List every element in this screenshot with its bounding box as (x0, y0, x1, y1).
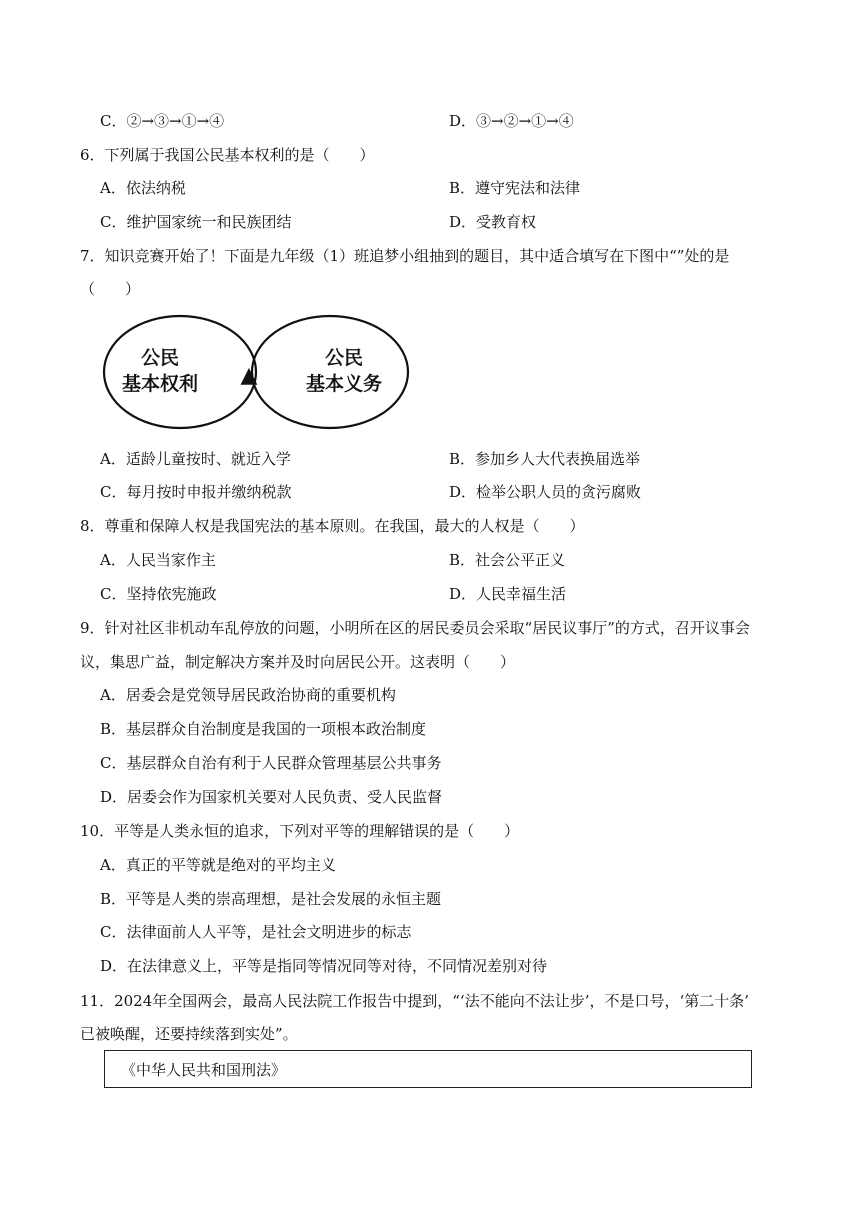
q9-stem-line2: 议，集思广益，制定解决方案并及时向居民公开。这表明（ ） (80, 653, 516, 671)
q7-option-d: D．检举公职人员的贪污腐败 (449, 483, 642, 501)
venn-left-label-1: 公民 (140, 347, 180, 369)
q11-stem-line1: 11．2024年全国两会，最高人民法院工作报告中提到，“‘法不能向不法让步’，不是口号，‘第二十条’ (80, 992, 750, 1010)
venn-center-triangle: ▲ (240, 363, 258, 388)
q9-option-c: C．基层群众自治有利于人民群众管理基层公共事务 (100, 754, 442, 772)
q6-option-b: B．遵守宪法和法律 (449, 179, 581, 197)
venn-left-circle (104, 316, 256, 428)
q8-option-a: A．人民当家作主 (100, 551, 216, 569)
q9-option-a: A．居委会是党领导居民政治协商的重要机构 (100, 686, 396, 704)
venn-diagram (100, 312, 420, 432)
q7-stem-line1: 7．知识竞赛开始了！下面是九年级（1）班追梦小组抽到的题目，其中适合填写在下图中“”处的是 (80, 247, 730, 265)
venn-right-label-2: 基本义务 (305, 373, 383, 395)
q11-stem-line2: 已被唤醒，还要持续落到实处”。 (80, 1025, 298, 1043)
q11-box-text: 《中华人民共和国刑法》 (121, 1061, 287, 1079)
q8-option-b: B．社会公平正义 (449, 551, 566, 569)
q10-stem: 10．平等是人类永恒的追求，下列对平等的理解错误的是（ ） (80, 822, 520, 840)
q9-option-b: B．基层群众自治制度是我国的一项根本政治制度 (100, 720, 427, 738)
venn-right-label-1: 公民 (324, 347, 364, 369)
q9-stem-line1: 9．针对社区非机动车乱停放的问题，小明所在区的居民委员会采取“居民议事厅”的方式，召开议事会 (80, 619, 750, 637)
q9-option-d: D．居委会作为国家机关要对人民负责、受人民监督 (100, 788, 443, 806)
q8-stem: 8．尊重和保障人权是我国宪法的基本原则。在我国，最大的人权是（ ） (80, 517, 585, 535)
q8-option-c: C．坚持依宪施政 (100, 585, 217, 603)
q6-option-c: C．维护国家统一和民族团结 (100, 213, 292, 231)
q5-option-c: C．②→③→①→④ (100, 112, 225, 130)
q10-option-d: D．在法律意义上，平等是指同等情况同等对待，不同情况差别对待 (100, 957, 548, 975)
q6-stem: 6．下列属于我国公民基本权利的是（ ） (80, 146, 375, 164)
q10-option-a: A．真正的平等就是绝对的平均主义 (100, 856, 336, 874)
venn-right-circle (252, 316, 408, 428)
q11-material-box (104, 1050, 752, 1088)
venn-left-label-2: 基本权利 (121, 373, 199, 395)
q6-option-a: A．依法纳税 (100, 179, 186, 197)
q7-stem-line2: （ ） (80, 280, 141, 298)
q10-option-c: C．法律面前人人平等，是社会文明进步的标志 (100, 923, 412, 941)
q8-option-d: D．人民幸福生活 (449, 585, 567, 603)
q6-option-d: D．受教育权 (449, 213, 537, 231)
q7-option-c: C．每月按时申报并缴纳税款 (100, 483, 292, 501)
q10-option-b: B．平等是人类的崇高理想，是社会发展的永恒主题 (100, 890, 442, 908)
q5-option-d: D．③→②→①→④ (449, 112, 574, 130)
q7-option-b: B．参加乡人大代表换届选举 (449, 450, 641, 468)
q7-option-a: A．适龄儿童按时、就近入学 (100, 450, 291, 468)
